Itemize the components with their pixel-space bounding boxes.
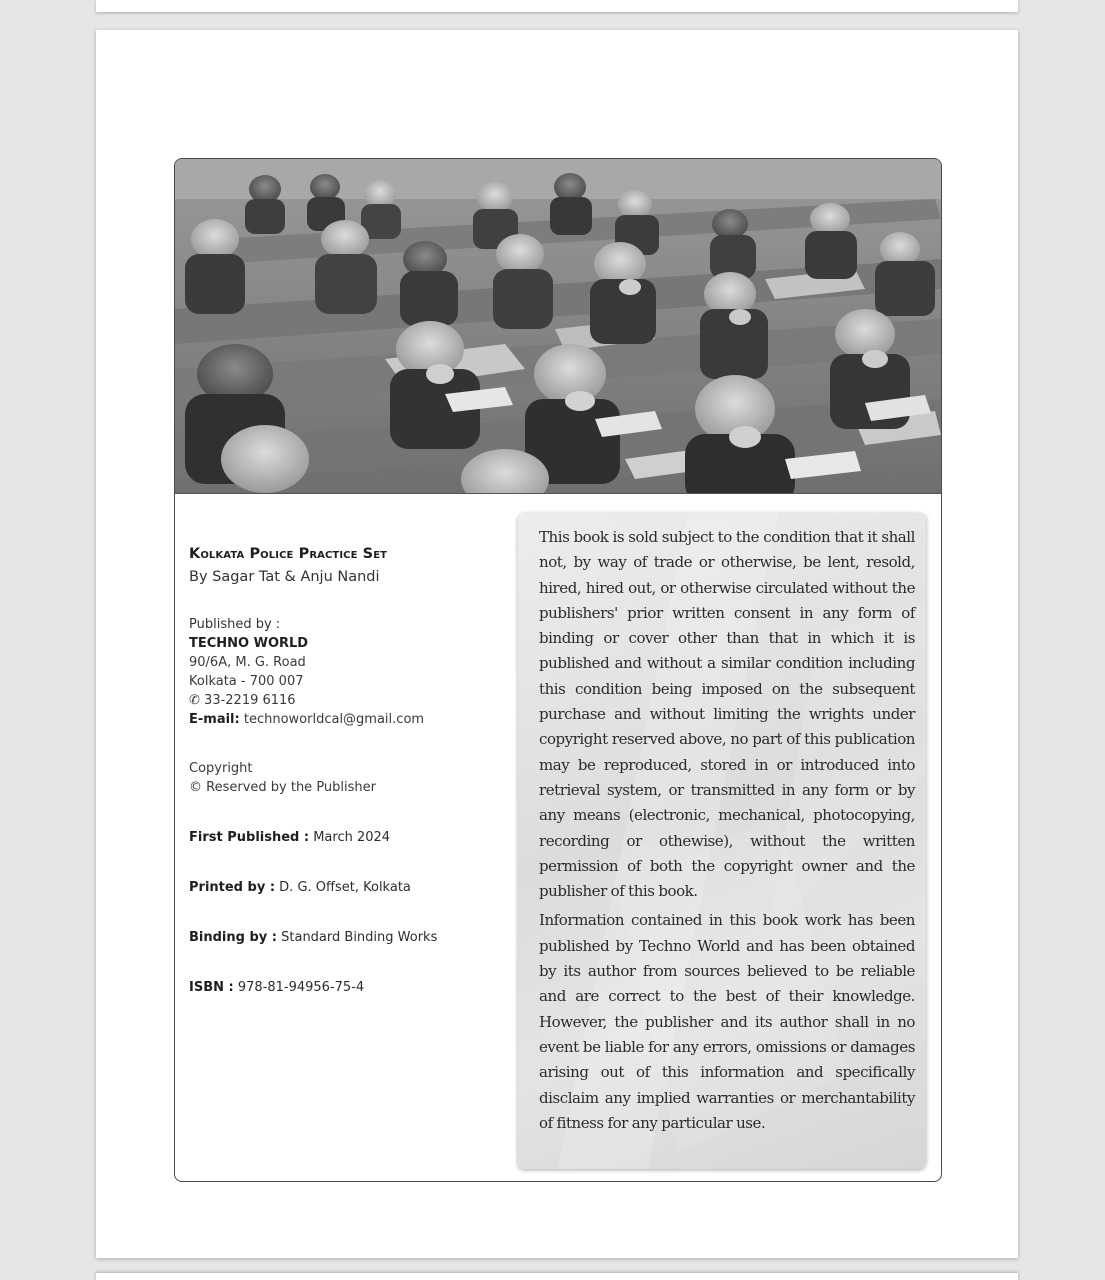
publisher-phone: 33-2219 6116: [204, 693, 296, 708]
document-page: [96, 30, 1018, 1258]
isbn-value: 978-81-94956-75-4: [237, 980, 365, 995]
imprint-details: [189, 545, 509, 997]
published-by-label: Published by :: [189, 617, 281, 632]
book-title: Kolkata Police Practice Set: [189, 546, 388, 562]
first-published-value: March 2024: [313, 830, 391, 845]
binding-by-value: Standard Binding Works: [281, 930, 438, 945]
notice-paragraph-1: This book is sold subject to the condition that it shall not, by way of trade or otherwise, be lent, resold, hired, hired out, or otherwise circulated without the publishers' prior written consent in any form of binding or cover other than that in which it is published and without a similar condition including this condition being imposed on the subsequent purchase and without limiting the wrights under copyright reserved above, no part of this publication may be reproduced, stored in or introduced into retrieval system, or transmitted in any form or by any means (electronic, mechanical, photocopying, recording or othewise), without the written permission of both the copyright owner and the publisher of this book.: [539, 528, 915, 901]
legal-notice-text: [539, 525, 915, 1136]
publisher-address-line1: 90/6A, M. G. Road: [189, 655, 306, 670]
copyright-text: © Reserved by the Publisher: [189, 780, 376, 795]
publisher-email-row: [189, 710, 509, 729]
email-label: E-mail:: [189, 712, 240, 727]
previous-page-edge[interactable]: [96, 0, 1018, 12]
imprint-frame: [174, 158, 942, 1182]
printed-by-label: Printed by :: [189, 880, 276, 895]
printed-by-value: D. G. Offset, Kolkata: [279, 880, 411, 895]
first-published-label: First Published :: [189, 830, 310, 845]
publisher-block: [189, 615, 509, 729]
printed-by-row: [189, 878, 509, 897]
first-published-row: [189, 828, 509, 847]
publisher-address-line2: Kolkata - 700 007: [189, 674, 304, 689]
publisher-name: TECHNO WORLD: [189, 636, 309, 651]
cover-photo-students-writing-exam: [175, 159, 941, 494]
legal-notice-box: [518, 513, 926, 1169]
phone-icon: ✆: [189, 693, 200, 708]
publisher-email: technoworldcal@gmail.com: [243, 712, 425, 727]
next-page-edge[interactable]: [96, 1273, 1018, 1280]
isbn-label: ISBN :: [189, 980, 234, 995]
book-authors: By Sagar Tat & Anju Nandi: [189, 569, 380, 585]
publisher-phone-row: [189, 691, 509, 710]
copyright-block: [189, 759, 509, 797]
isbn-row: [189, 978, 509, 997]
copyright-label: Copyright: [189, 761, 253, 776]
binding-by-label: Binding by :: [189, 930, 277, 945]
notice-paragraph-2: Information contained in this book work has been published by Techno World and has been obtained by its author from sources believed to be reliable and are correct to the best of their knowledge. However, the publisher and its author shall in no event be liable for any errors, omissions or damages arising out of this information and specifically disclaim any implied warranties or merchantability of fitness for any particular use.: [539, 911, 915, 1132]
binding-by-row: [189, 928, 509, 947]
